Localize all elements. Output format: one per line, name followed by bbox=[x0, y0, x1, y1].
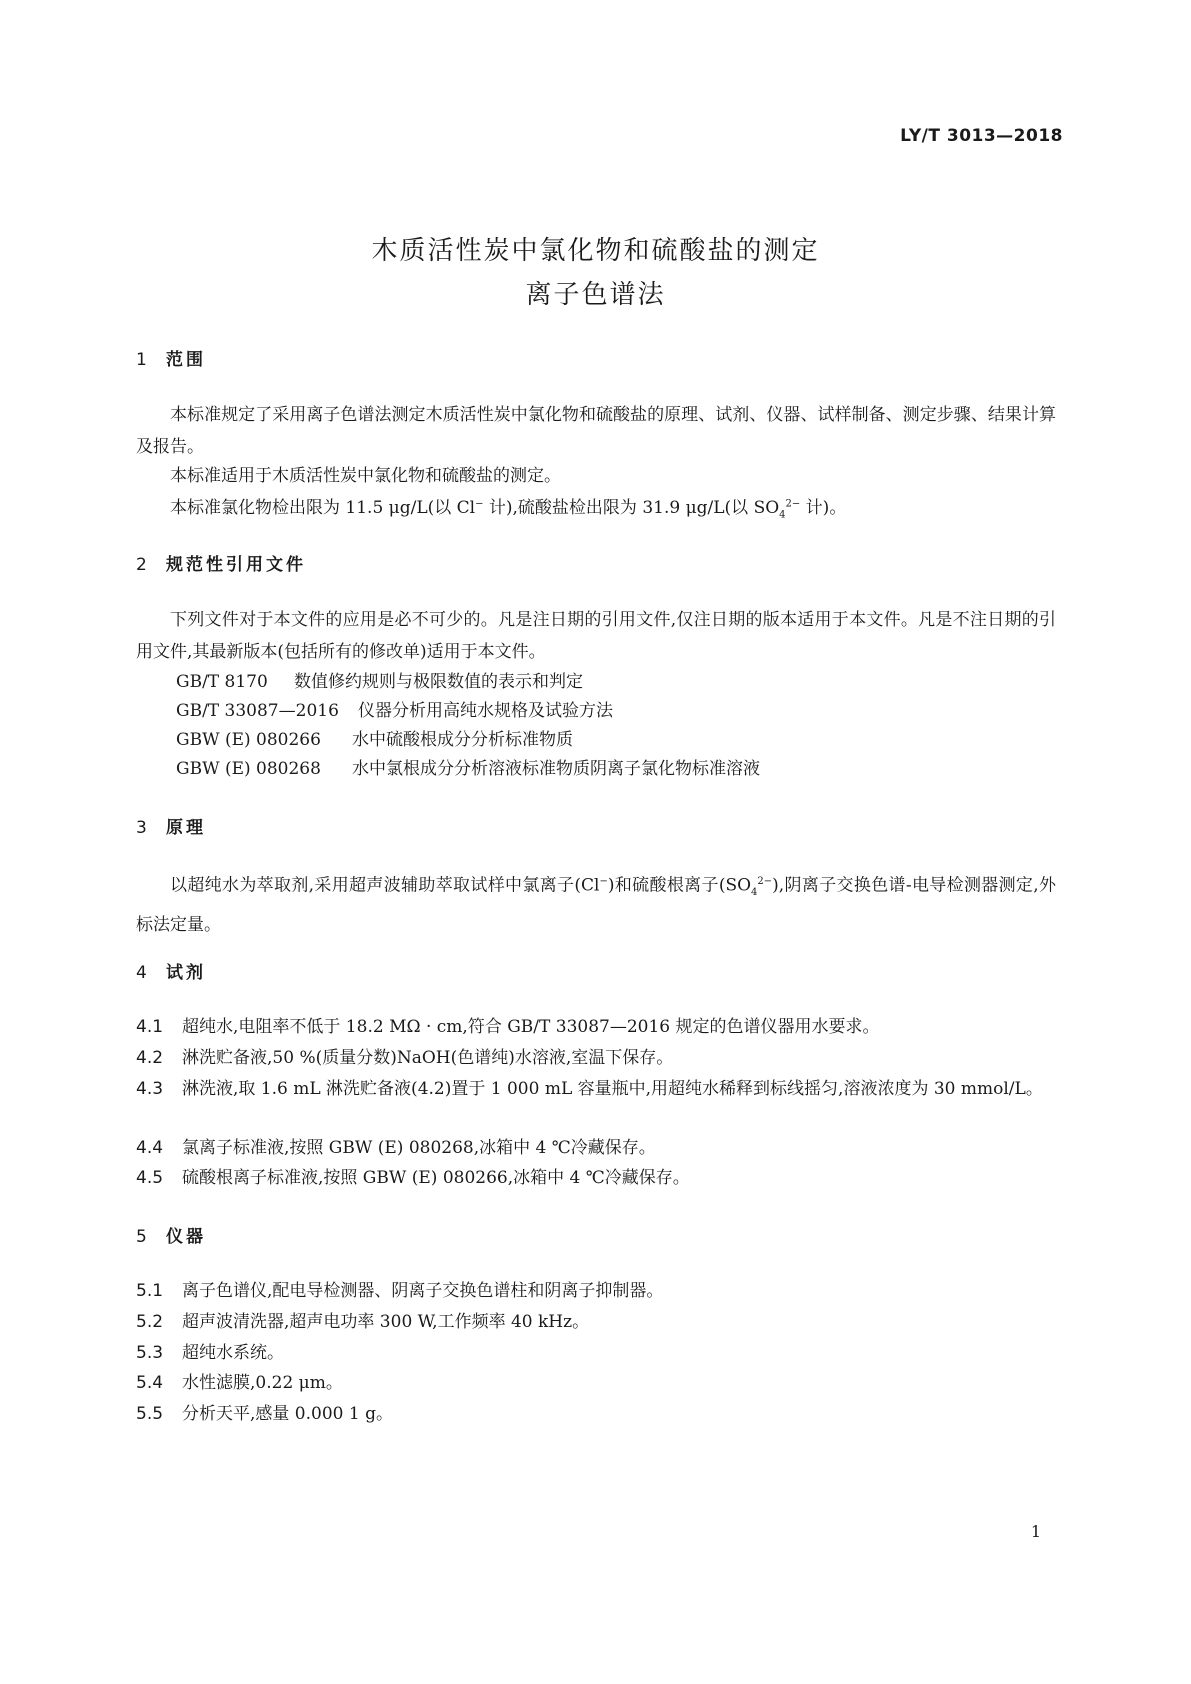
section-4-heading bbox=[136, 958, 206, 983]
reference-item bbox=[176, 754, 760, 779]
reference-item bbox=[176, 725, 573, 750]
section-1-heading bbox=[136, 345, 206, 370]
item-text: 超声波清洗器,超声电功率 300 W,工作频率 40 kHz。 bbox=[182, 1312, 590, 1332]
reagent-item bbox=[136, 1132, 1056, 1164]
section-5-heading bbox=[136, 1222, 206, 1247]
item-text: 氯离子标准液,按照 GBW (E) 080268,冰箱中 4 ℃冷藏保存。 bbox=[182, 1138, 656, 1158]
reference-code: GBW (E) 080266 bbox=[176, 730, 321, 750]
item-number: 5.4 bbox=[136, 1373, 164, 1393]
reference-title: 水中氯根成分分析溶液标准物质阴离子氯化物标准溶液 bbox=[352, 759, 760, 779]
principle-paragraph: 以超纯水为萃取剂,采用超声波辅助萃取试样中氯离子(Cl−)和硫酸根离子$(SO_4^{2-})$,阴离子交换色谱-电导检测器测定,外标法定量。 bbox=[136, 875, 1057, 936]
item-number: 5.1 bbox=[136, 1281, 164, 1301]
section-title: 原理 bbox=[166, 818, 206, 838]
reference-code: GB/T 33087—2016 bbox=[176, 701, 339, 721]
scope-paragraph-2: 本标准适用于木质活性炭中氯化物和硫酸盐的测定。 bbox=[170, 466, 561, 486]
item-text: 分析天平,感量 0.000 1 g。 bbox=[182, 1404, 393, 1424]
apparatus-item bbox=[136, 1306, 1056, 1338]
section-title: 范围 bbox=[166, 350, 206, 370]
item-number: 4.4 bbox=[136, 1138, 164, 1158]
item-text: 淋洗贮备液,50 %(质量分数)NaOH(色谱纯)水溶液,室温下保存。 bbox=[182, 1048, 674, 1068]
item-number: 5.5 bbox=[136, 1404, 164, 1424]
item-number: 5.3 bbox=[136, 1343, 164, 1363]
item-text: 硫酸根离子标准液,按照 GBW (E) 080266,冰箱中 4 ℃冷藏保存。 bbox=[182, 1168, 690, 1188]
item-text: 淋洗液,取 1.6 mL 淋洗贮备液(4.2)置于 1 000 mL 容量瓶中,用超纯水稀释到标线摇匀,溶液浓度为 30 mmol/L。 bbox=[182, 1079, 1043, 1099]
section-number: 3 bbox=[136, 818, 147, 838]
item-text: 离子色谱仪,配电导检测器、阴离子交换色谱柱和阴离子抑制器。 bbox=[182, 1281, 664, 1301]
standard-code: LY/T 3013—2018 bbox=[900, 126, 1063, 146]
section-title: 仪器 bbox=[166, 1227, 206, 1247]
document-subtitle: 离子色谱法 bbox=[525, 280, 666, 310]
section-2-heading bbox=[136, 550, 306, 575]
reagent-item bbox=[136, 1011, 1056, 1043]
item-number: 4.5 bbox=[136, 1168, 164, 1188]
reagent-item bbox=[136, 1042, 1056, 1074]
section-number: 1 bbox=[136, 350, 147, 370]
document-title: 木质活性炭中氯化物和硫酸盐的测定 bbox=[371, 236, 820, 266]
section-title: 试剂 bbox=[166, 963, 206, 983]
section-3-heading bbox=[136, 813, 206, 838]
scope-paragraph-3: 本标准氯化物检出限为 11.5 μg/L(以 Cl− 计),硫酸盐检出限为 31.9 μg/L(以 $SO_4^{2-}$ 计)。 bbox=[170, 498, 847, 521]
apparatus-item bbox=[136, 1398, 1056, 1430]
apparatus-item bbox=[136, 1337, 1056, 1369]
reagent-item bbox=[136, 1162, 1056, 1194]
reference-code: GBW (E) 080268 bbox=[176, 759, 321, 779]
item-text: 超纯水系统。 bbox=[182, 1343, 284, 1363]
reference-title: 水中硫酸根成分分析标准物质 bbox=[352, 730, 573, 750]
reference-code: GB/T 8170 bbox=[176, 672, 268, 692]
reference-title: 仪器分析用高纯水规格及试验方法 bbox=[358, 701, 613, 721]
section-number: 5 bbox=[136, 1227, 147, 1247]
item-text: 水性滤膜,0.22 μm。 bbox=[182, 1373, 343, 1393]
item-number: 4.1 bbox=[136, 1017, 164, 1037]
apparatus-item bbox=[136, 1275, 1056, 1307]
item-number: 4.2 bbox=[136, 1048, 164, 1068]
page-number: 1 bbox=[1030, 1522, 1041, 1541]
item-number: 4.3 bbox=[136, 1079, 164, 1099]
reagent-item bbox=[136, 1073, 1056, 1105]
section-title: 规范性引用文件 bbox=[166, 555, 306, 575]
item-text: 超纯水,电阻率不低于 18.2 MΩ · cm,符合 GB/T 33087—2016 规定的色谱仪器用水要求。 bbox=[182, 1017, 880, 1037]
reference-title: 数值修约规则与极限数值的表示和判定 bbox=[294, 672, 583, 692]
normative-refs-intro: 下列文件对于本文件的应用是必不可少的。凡是注日期的引用文件,仅注日期的版本适用于本文件。凡是不注日期的引用文件,其最新版本(包括所有的修改单)适用于本文件。 bbox=[136, 610, 1056, 662]
reference-item bbox=[176, 696, 613, 721]
reference-item bbox=[176, 667, 583, 692]
section-number: 2 bbox=[136, 555, 147, 575]
scope-paragraph-1: 本标准规定了采用离子色谱法测定木质活性炭中氯化物和硫酸盐的原理、试剂、仪器、试样制备、测定步骤、结果计算及报告。 bbox=[136, 405, 1056, 457]
item-number: 5.2 bbox=[136, 1312, 164, 1332]
apparatus-item bbox=[136, 1367, 1056, 1399]
section-number: 4 bbox=[136, 963, 147, 983]
